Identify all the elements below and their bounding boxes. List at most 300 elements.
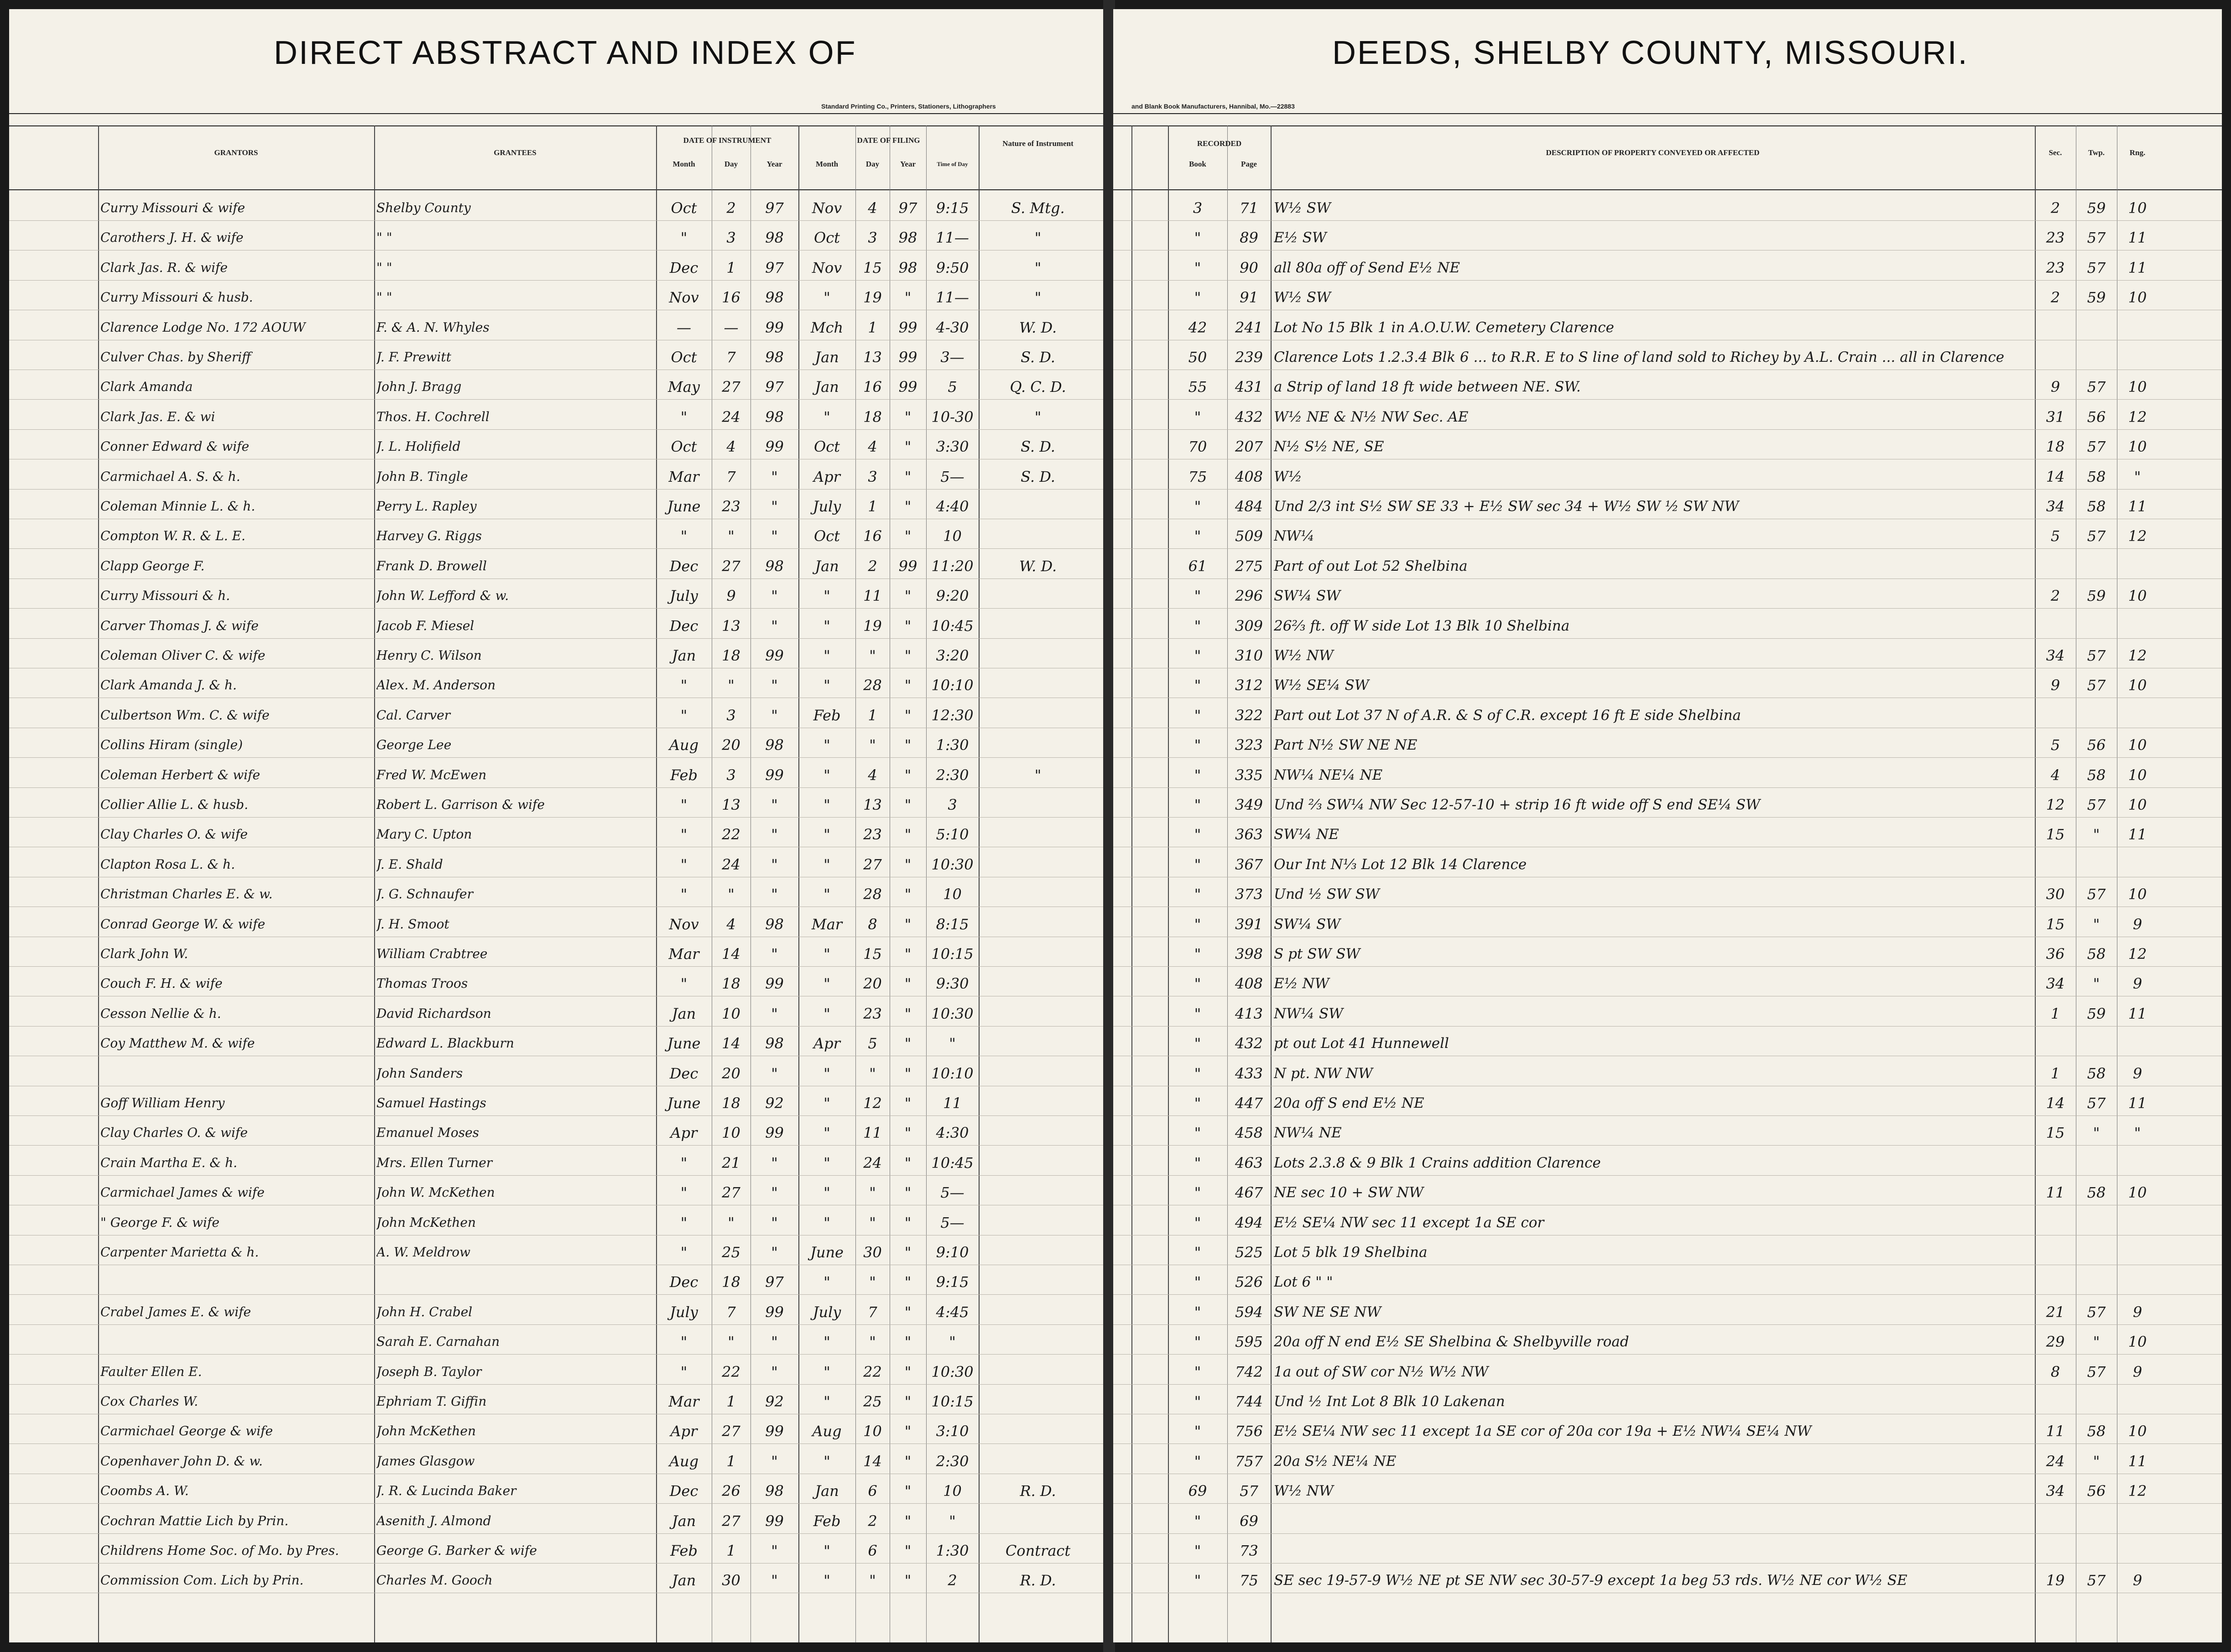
cell-grantee: Alex. M. Anderson <box>376 677 496 693</box>
cell-rng: 10 <box>2128 199 2147 217</box>
cell-rng: 12 <box>2128 945 2147 963</box>
cell-grantee: Samuel Hastings <box>376 1095 486 1110</box>
cell-instrument-day: 13 <box>722 617 740 635</box>
cell-filing-month: Nov <box>812 199 842 217</box>
cell-filing-year: " <box>904 1005 912 1022</box>
cell-grantee: Frank D. Browell <box>376 558 487 573</box>
cell-book: " <box>1194 975 1201 992</box>
cell-filing-day: 13 <box>863 796 882 813</box>
cell-twp: 57 <box>2087 1303 2106 1321</box>
cell-instrument-month: " <box>680 527 688 545</box>
cell-book: 55 <box>1188 378 1207 396</box>
cell-description: NW¼ NE <box>1274 1125 1342 1141</box>
cell-filing-time: 9:50 <box>936 259 969 276</box>
cell-filing-year: " <box>904 796 912 813</box>
cell-sec: 12 <box>2046 796 2065 813</box>
cell-grantor: Curry Missouri & h. <box>100 588 230 603</box>
cell-filing-day: " <box>869 1065 876 1082</box>
cell-filing-day: 3 <box>868 468 877 485</box>
cell-instrument-year: 99 <box>765 1303 784 1321</box>
cell-instrument-year: 99 <box>765 975 784 992</box>
cell-grantor: " George F. & wife <box>100 1215 219 1230</box>
cell-grantor: Coleman Minnie L. & h. <box>100 499 255 514</box>
cell-rng: 11 <box>2128 826 2147 843</box>
col-head-nature: Nature of Instrument <box>1002 139 1074 148</box>
cell-grantor: Carmichael A. S. & h. <box>100 469 240 484</box>
cell-grantor: Coombs A. W. <box>100 1483 189 1498</box>
row-rule <box>9 1503 1104 1504</box>
cell-instrument-day: " <box>728 1333 735 1350</box>
cell-instrument-year: " <box>771 1184 778 1201</box>
cell-rng: 12 <box>2128 1482 2147 1500</box>
cell-filing-month: " <box>824 1363 830 1381</box>
cell-instrument-day: 7 <box>726 1303 736 1321</box>
cell-instrument-year: " <box>771 587 778 605</box>
cell-filing-time: 5 <box>948 378 957 396</box>
cell-grantee: J. E. Shald <box>376 857 443 872</box>
row-rule <box>9 1324 1104 1325</box>
cell-instrument-month: Aug <box>669 736 699 754</box>
col-head-fil-month: Month <box>815 160 839 168</box>
cell-filing-year: " <box>904 856 912 873</box>
cell-sec: 34 <box>2046 1482 2065 1500</box>
cell-sec: 2 <box>2050 289 2060 306</box>
cell-book: " <box>1194 1005 1201 1022</box>
cell-instrument-year: " <box>771 945 778 963</box>
cell-nature: " <box>1034 408 1042 426</box>
cell-filing-month: Jan <box>815 349 839 366</box>
col-rule <box>1131 125 1132 1642</box>
cell-instrument-year: 98 <box>765 736 784 754</box>
cell-description: W½ NW <box>1274 1483 1334 1499</box>
cell-instrument-day: — <box>724 319 739 336</box>
cell-instrument-day: " <box>728 1214 735 1231</box>
cell-filing-month: Mch <box>810 319 844 336</box>
col-head-sec: Sec. <box>2049 148 2062 157</box>
cell-page: 509 <box>1235 527 1263 545</box>
col-head-rng: Rng. <box>2129 148 2146 157</box>
cell-book: " <box>1194 736 1201 754</box>
cell-description: W½ SW <box>1274 200 1331 216</box>
cell-grantor: Crabel James E. & wife <box>100 1304 251 1319</box>
cell-description: 20a off S end E½ NE <box>1274 1095 1424 1111</box>
cell-filing-month: " <box>824 617 830 635</box>
cell-book: " <box>1194 527 1201 545</box>
cell-rng: 10 <box>2128 796 2147 813</box>
col-head-recorded: RECORDED <box>1197 139 1242 148</box>
cell-filing-year: " <box>904 1363 912 1381</box>
cell-filing-month: " <box>824 856 830 873</box>
cell-grantee: J. G. Schnaufer <box>376 886 473 902</box>
cell-twp: 58 <box>2087 1184 2106 1201</box>
cell-book: 69 <box>1188 1482 1207 1500</box>
cell-filing-year: " <box>904 647 912 664</box>
cell-page: 90 <box>1240 259 1258 276</box>
cell-filing-month: " <box>824 1333 830 1350</box>
row-rule <box>1113 638 2222 639</box>
cell-filing-month: " <box>824 1542 830 1559</box>
cell-book: " <box>1194 1244 1201 1261</box>
cell-filing-day: 25 <box>863 1393 882 1410</box>
cell-instrument-month: " <box>680 1154 688 1172</box>
cell-book: " <box>1194 647 1201 664</box>
cell-description: Lot 5 blk 19 Shelbina <box>1274 1244 1428 1261</box>
cell-filing-day: 11 <box>863 1124 882 1141</box>
cell-filing-day: 27 <box>863 856 882 873</box>
cell-grantee: John J. Bragg <box>376 379 462 394</box>
cell-instrument-day: 26 <box>722 1482 740 1500</box>
cell-rng: 10 <box>2128 766 2147 784</box>
cell-filing-time: " <box>949 1512 956 1530</box>
cell-page: 391 <box>1235 916 1263 933</box>
cell-page: 312 <box>1235 677 1263 694</box>
cell-filing-time: 12:30 <box>931 707 974 724</box>
cell-instrument-year: 98 <box>765 558 784 575</box>
cell-filing-time: 5— <box>940 1184 964 1201</box>
cell-filing-day: 28 <box>863 677 882 694</box>
col-head-book: Book <box>1189 160 1206 168</box>
cell-twp: 57 <box>2087 438 2106 455</box>
cell-grantee: William Crabtree <box>376 946 488 961</box>
cell-twp: 57 <box>2087 527 2106 545</box>
cell-filing-year: " <box>904 468 912 485</box>
cell-filing-year: " <box>904 498 912 515</box>
header-rule-2 <box>1113 125 2222 126</box>
cell-instrument-day: 18 <box>722 1094 740 1112</box>
cell-instrument-day: 18 <box>722 975 740 992</box>
cell-sec: 23 <box>2046 259 2065 276</box>
cell-filing-month: " <box>824 1094 830 1112</box>
cell-filing-time: " <box>949 1333 956 1350</box>
cell-instrument-day: 9 <box>726 587 736 605</box>
cell-nature: " <box>1034 259 1042 276</box>
cell-filing-month: " <box>824 766 830 784</box>
cell-instrument-month: June <box>667 1035 701 1052</box>
cell-book: " <box>1194 707 1201 724</box>
cell-instrument-year: " <box>771 796 778 813</box>
cell-filing-month: Mar <box>811 916 843 933</box>
cell-grantor: Crain Martha E. & h. <box>100 1155 238 1170</box>
cell-filing-time: 1:30 <box>936 1542 969 1559</box>
col-head-inst-month: Month <box>672 160 695 168</box>
cell-description: W½ NW <box>1274 647 1334 664</box>
cell-book: " <box>1194 826 1201 843</box>
cell-filing-day: 1 <box>868 707 877 724</box>
cell-instrument-year: 98 <box>765 916 784 933</box>
cell-book: " <box>1194 1512 1201 1530</box>
cell-description: 20a off N end E½ SE Shelbina & Shelbyville road <box>1274 1334 1629 1350</box>
cell-filing-time: 3:30 <box>936 438 969 455</box>
row-rule <box>1113 220 2222 221</box>
cell-filing-day: 5 <box>868 1035 877 1052</box>
cell-book: " <box>1194 1303 1201 1321</box>
cell-page: 398 <box>1235 945 1263 963</box>
cell-filing-year: " <box>904 289 912 306</box>
cell-instrument-month: " <box>680 229 688 246</box>
cell-filing-time: 5:10 <box>936 826 969 843</box>
cell-instrument-year: " <box>771 1244 778 1261</box>
cell-instrument-month: " <box>680 975 688 992</box>
col-head-date-filing: DATE OF FILING <box>857 136 920 145</box>
cell-grantee: John W. Lefford & w. <box>376 588 509 603</box>
cell-description: Und 2/3 int S½ SW SE 33 + E½ SW sec 34 + W½ SW ½ SW NW <box>1274 498 1739 515</box>
cell-grantee: J. R. & Lucinda Baker <box>376 1483 516 1498</box>
cell-rng: 10 <box>2128 736 2147 754</box>
cell-grantor: Carmichael James & wife <box>100 1185 265 1200</box>
cell-grantor: Coleman Oliver C. & wife <box>100 648 266 663</box>
row-rule <box>1113 1026 2222 1027</box>
cell-sec: 29 <box>2046 1333 2065 1350</box>
cell-instrument-day: 27 <box>722 1184 740 1201</box>
cell-grantor: Clay Charles O. & wife <box>100 1125 248 1140</box>
cell-filing-year: " <box>904 975 912 992</box>
cell-filing-day: " <box>869 1572 876 1589</box>
cell-filing-year: " <box>904 1184 912 1201</box>
cell-page: 310 <box>1235 647 1263 664</box>
cell-rng: 12 <box>2128 527 2147 545</box>
cell-instrument-day: 25 <box>722 1244 740 1261</box>
cell-sec: 1 <box>2050 1065 2060 1082</box>
cell-filing-year: " <box>904 1333 912 1350</box>
cell-filing-time: 10:10 <box>931 677 974 694</box>
cell-book: " <box>1194 1572 1201 1589</box>
cell-instrument-year: 92 <box>765 1094 784 1112</box>
cell-grantor: Culver Chas. by Sheriff <box>100 349 251 365</box>
cell-book: " <box>1194 1273 1201 1291</box>
cell-filing-day: " <box>869 1273 876 1291</box>
row-rule <box>9 548 1104 549</box>
cell-description: Und ½ Int Lot 8 Blk 10 Lakenan <box>1274 1393 1505 1410</box>
cell-sec: 9 <box>2050 378 2060 396</box>
row-rule <box>1113 1175 2222 1176</box>
cell-filing-year: " <box>904 1423 912 1440</box>
cell-filing-month: " <box>824 677 830 694</box>
cell-instrument-year: 99 <box>765 1124 784 1141</box>
cell-filing-year: 99 <box>898 319 917 336</box>
cell-grantee: Henry C. Wilson <box>376 648 482 663</box>
cell-filing-day: 22 <box>863 1363 882 1381</box>
cell-rng: 9 <box>2132 916 2142 933</box>
cell-instrument-year: 97 <box>765 1273 784 1291</box>
cell-description: E½ SE¼ NW sec 11 except 1a SE cor <box>1274 1214 1544 1231</box>
cell-book: " <box>1194 498 1201 515</box>
cell-filing-time: 1:30 <box>936 736 969 754</box>
cell-instrument-day: 14 <box>722 1035 740 1052</box>
cell-grantee: John H. Crabel <box>376 1304 473 1319</box>
col-head-fil-year: Year <box>900 160 916 168</box>
cell-twp: 57 <box>2087 647 2106 664</box>
cell-instrument-day: 14 <box>722 945 740 963</box>
cell-grantor: Clapp George F. <box>100 558 205 573</box>
cell-twp: " <box>2093 975 2100 992</box>
cell-filing-time: 11— <box>936 289 969 306</box>
row-rule <box>9 1115 1104 1116</box>
cell-filing-day: 3 <box>868 229 877 246</box>
cell-filing-month: " <box>824 1184 830 1201</box>
col-rule <box>374 125 375 1642</box>
cell-instrument-day: 1 <box>726 259 736 276</box>
cell-grantor: Copenhaver John D. & w. <box>100 1454 263 1469</box>
row-rule <box>1113 1384 2222 1385</box>
cell-grantee: Perry L. Rapley <box>376 499 477 514</box>
cell-filing-day: 2 <box>868 558 877 575</box>
cell-description: S pt SW SW <box>1274 946 1360 962</box>
cell-filing-time: 3:10 <box>936 1423 969 1440</box>
cell-instrument-month: Mar <box>668 945 699 963</box>
cell-filing-year: " <box>904 1453 912 1470</box>
cell-instrument-year: " <box>771 1005 778 1022</box>
cell-instrument-year: " <box>771 856 778 873</box>
cell-filing-month: Oct <box>813 438 840 455</box>
cell-instrument-day: 27 <box>722 378 740 396</box>
header-top-rule <box>1113 113 2222 114</box>
cell-twp: 58 <box>2087 498 2106 515</box>
col-rule <box>2035 125 2036 1642</box>
cell-instrument-year: 97 <box>765 259 784 276</box>
cell-page: 57 <box>1240 1482 1258 1500</box>
cell-instrument-year: 98 <box>765 1482 784 1500</box>
cell-sec: 1 <box>2050 1005 2060 1022</box>
cell-page: 431 <box>1235 378 1263 396</box>
cell-filing-month: " <box>824 796 830 813</box>
cell-filing-year: 98 <box>898 259 917 276</box>
cell-twp: 57 <box>2087 1094 2106 1112</box>
cell-filing-time: 5— <box>940 468 964 485</box>
cell-book: " <box>1194 289 1201 306</box>
cell-filing-month: Aug <box>812 1423 842 1440</box>
cell-filing-year: 98 <box>898 229 917 246</box>
cell-filing-month: " <box>824 647 830 664</box>
cell-instrument-day: 3 <box>726 707 736 724</box>
cell-filing-year: " <box>904 1482 912 1500</box>
row-rule <box>9 399 1104 400</box>
cell-grantor: Conrad George W. & wife <box>100 917 266 932</box>
cell-twp: " <box>2093 826 2100 843</box>
cell-twp: 58 <box>2087 945 2106 963</box>
cell-rng: " <box>2134 1124 2141 1141</box>
cell-book: 75 <box>1188 468 1207 485</box>
cell-book: 70 <box>1188 438 1207 455</box>
cell-description: 26⅔ ft. off W side Lot 13 Blk 10 Shelbina <box>1274 618 1570 634</box>
cell-instrument-year: " <box>771 1453 778 1470</box>
cell-description: Part of out Lot 52 Shelbina <box>1274 558 1468 574</box>
cell-instrument-day: " <box>728 677 735 694</box>
cell-filing-day: 2 <box>868 1512 877 1530</box>
cell-grantor: Clarence Lodge No. 172 AOUW <box>100 320 306 335</box>
cell-description: Part out Lot 37 N of A.R. & S of C.R. except 16 ft E side Shelbina <box>1274 707 1741 724</box>
cell-book: " <box>1194 1184 1201 1201</box>
cell-grantee: Fred W. McEwen <box>376 767 487 782</box>
row-rule <box>9 1175 1104 1176</box>
cell-instrument-month: Aug <box>669 1453 699 1470</box>
cell-filing-month: " <box>824 587 830 605</box>
row-rule <box>9 578 1104 579</box>
cell-book: " <box>1194 1542 1201 1559</box>
cell-instrument-month: Dec <box>669 617 698 635</box>
cell-instrument-month: July <box>670 587 698 605</box>
cell-page: 309 <box>1235 617 1263 635</box>
cell-instrument-day: 18 <box>722 647 740 664</box>
cell-description: NW¼ NE¼ NE <box>1274 767 1383 783</box>
row-rule <box>9 429 1104 430</box>
row-rule <box>9 1294 1104 1295</box>
cell-book: " <box>1194 1453 1201 1470</box>
cell-rng: 10 <box>2128 1423 2147 1440</box>
row-rule <box>9 608 1104 609</box>
cell-filing-month: June <box>810 1244 844 1261</box>
cell-rng: 10 <box>2128 886 2147 903</box>
cell-filing-month: " <box>824 1065 830 1082</box>
cell-filing-day: 8 <box>868 916 877 933</box>
cell-filing-year: " <box>904 707 912 724</box>
row-rule <box>1113 429 2222 430</box>
cell-sec: 15 <box>2046 826 2065 843</box>
cell-nature: W. D. <box>1019 319 1057 336</box>
cell-rng: 10 <box>2128 587 2147 605</box>
cell-filing-time: 10:10 <box>931 1065 974 1082</box>
cell-description: W½ SE¼ SW <box>1274 677 1369 693</box>
cell-book: " <box>1194 1363 1201 1381</box>
right-page-title: DEEDS, SHELBY COUNTY, MISSOURI. <box>1332 35 1969 71</box>
cell-grantee: George Lee <box>376 737 452 752</box>
cell-instrument-year: " <box>771 1542 778 1559</box>
row-rule <box>9 1354 1104 1355</box>
cell-book: 50 <box>1188 349 1207 366</box>
cell-page: 239 <box>1235 349 1263 366</box>
cell-grantor: Clark Amanda <box>100 379 193 394</box>
cell-book: " <box>1194 1333 1201 1350</box>
cell-twp: 59 <box>2087 587 2106 605</box>
cell-page: 595 <box>1235 1333 1263 1350</box>
cell-filing-year: " <box>904 886 912 903</box>
cell-filing-time: 9:15 <box>936 199 969 217</box>
cell-page: 526 <box>1235 1273 1263 1291</box>
printer-imprint-right: and Blank Book Manufacturers, Hannibal, Mo.—22883 <box>1131 103 1295 110</box>
header-top-rule <box>9 113 1104 114</box>
cell-description: 1a out of SW cor N½ W½ NW <box>1274 1364 1489 1380</box>
cell-grantor: Faulter Ellen E. <box>100 1364 202 1379</box>
cell-sec: 34 <box>2046 975 2065 992</box>
cell-filing-time: 10:30 <box>931 1363 974 1381</box>
cell-grantor: Goff William Henry <box>100 1095 225 1110</box>
cell-description: SW¼ SW <box>1274 916 1341 933</box>
cell-filing-time: 10:15 <box>931 1393 974 1410</box>
cell-description: Und ⅔ SW¼ NW Sec 12-57-10 + strip 16 ft wide off S end SE¼ SW <box>1274 797 1761 813</box>
cell-book: " <box>1194 1423 1201 1440</box>
cell-book: " <box>1194 1065 1201 1082</box>
cell-filing-month: July <box>813 498 841 515</box>
cell-instrument-year: " <box>771 707 778 724</box>
cell-instrument-day: 3 <box>726 766 736 784</box>
cell-filing-year: " <box>904 766 912 784</box>
cell-filing-time: 9:15 <box>936 1273 969 1291</box>
cell-grantee: John McKethen <box>376 1423 476 1438</box>
cell-sec: 14 <box>2046 468 2065 485</box>
cell-filing-time: 10:30 <box>931 856 974 873</box>
cell-instrument-day: 2 <box>726 199 736 217</box>
cell-filing-year: " <box>904 1393 912 1410</box>
cell-grantor: Carmichael George & wife <box>100 1423 273 1438</box>
cell-filing-day: 13 <box>863 349 882 366</box>
cell-instrument-day: 10 <box>722 1005 740 1022</box>
cell-filing-time: 9:30 <box>936 975 969 992</box>
cell-description: Und ½ SW SW <box>1274 886 1380 902</box>
cell-rng: 9 <box>2132 975 2142 992</box>
cell-description: all 80a off of Send E½ NE <box>1274 260 1460 276</box>
cell-instrument-month: Dec <box>669 1273 698 1291</box>
cell-filing-day: 15 <box>863 945 882 963</box>
cell-grantee: J. L. Holifield <box>376 439 461 454</box>
